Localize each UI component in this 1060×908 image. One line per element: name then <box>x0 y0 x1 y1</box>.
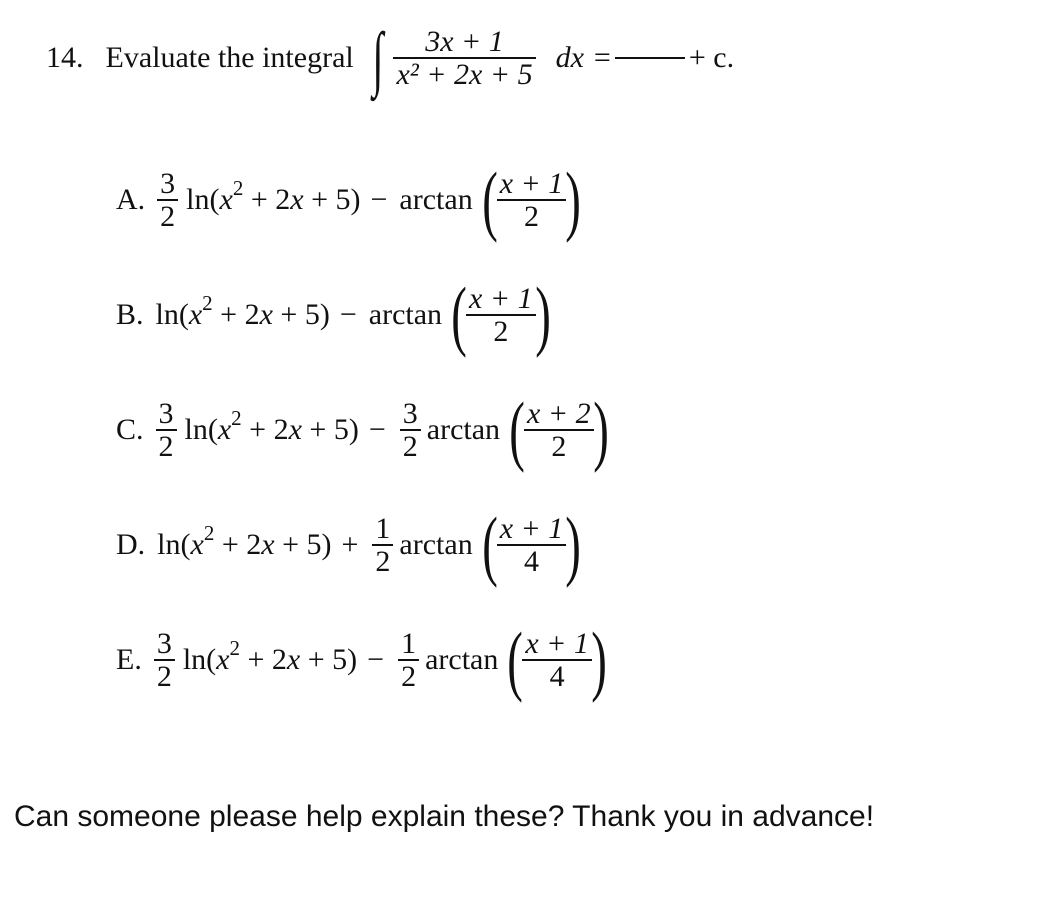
left-paren: ( <box>509 385 525 473</box>
arctan-label: arctan <box>368 298 443 331</box>
arctan-label: arctan <box>425 643 499 676</box>
arctan-label: arctan <box>399 183 473 216</box>
equals-sign: = <box>593 41 611 74</box>
caption: Can someone please help explain these? Thank you in advance! <box>14 800 875 833</box>
integrand-denominator: x² + 2x + 5 <box>396 58 533 91</box>
operator: − <box>370 183 388 216</box>
answer-blank <box>615 57 685 59</box>
log-coefficient: $\frac{3}{2}$ <box>157 168 178 233</box>
option-letter: D. <box>116 528 146 561</box>
right-paren: ) <box>534 270 551 358</box>
left-paren: ( <box>481 500 498 588</box>
option-letter: E. <box>116 643 142 676</box>
option-letter: B. <box>116 298 144 331</box>
right-paren: ) <box>591 615 607 703</box>
arctan-label: arctan <box>426 413 501 446</box>
integrand-fraction <box>393 26 535 91</box>
log-coefficient: $\frac{3}{2}$ <box>154 628 175 693</box>
answer-option-c[interactable] <box>116 380 614 480</box>
plus-constant: + c. <box>688 41 735 74</box>
right-paren: ) <box>565 155 582 243</box>
answer-option-e[interactable] <box>116 610 612 710</box>
operator: − <box>368 413 386 446</box>
question-line <box>46 8 734 108</box>
integral-symbol-icon: ∫ <box>372 18 384 98</box>
log-term: $\ln(x^2 + 2x + 5)$ <box>184 406 359 446</box>
answer-option-d[interactable] <box>116 495 586 595</box>
arctan-argument: $\frac{x + 1}{2}$ <box>466 283 536 348</box>
left-paren: ( <box>451 270 467 358</box>
integrand-numerator: 3x + 1 <box>425 24 504 58</box>
arctan-coefficient: $\frac{1}{2}$ <box>398 628 419 693</box>
question-number: 14. <box>46 41 84 74</box>
operator: − <box>367 643 385 676</box>
arctan-coefficient: $\frac{3}{2}$ <box>400 398 421 463</box>
differential: dx <box>555 41 584 74</box>
log-coefficient: $\frac{3}{2}$ <box>156 398 177 463</box>
option-letter: C. <box>116 413 144 446</box>
question-prompt: Evaluate the integral <box>105 41 354 74</box>
log-term: $\ln(x^2 + 2x + 5)$ <box>157 521 332 561</box>
answer-option-a[interactable] <box>116 150 586 250</box>
arctan-label: arctan <box>399 528 473 561</box>
arctan-argument: $\frac{x + 2}{2}$ <box>524 398 594 463</box>
arctan-argument: $\frac{x + 1}{2}$ <box>497 168 567 233</box>
answer-option-b[interactable] <box>116 265 556 365</box>
right-paren: ) <box>592 385 609 473</box>
operator: − <box>339 298 357 331</box>
left-paren: ( <box>507 615 524 703</box>
option-letter: A. <box>116 183 146 216</box>
arctan-argument: $\frac{x + 1}{4}$ <box>522 628 592 693</box>
log-term: $\ln(x^2 + 2x + 5)$ <box>186 176 361 216</box>
log-term: $\ln(x^2 + 2x + 5)$ <box>182 636 358 676</box>
arctan-coefficient: $\frac{1}{2}$ <box>372 513 393 578</box>
operator: + <box>341 528 359 561</box>
left-paren: ( <box>481 155 498 243</box>
log-term: $\ln(x^2 + 2x + 5)$ <box>155 291 330 331</box>
arctan-argument: $\frac{x + 1}{4}$ <box>497 513 567 578</box>
right-paren: ) <box>565 500 582 588</box>
